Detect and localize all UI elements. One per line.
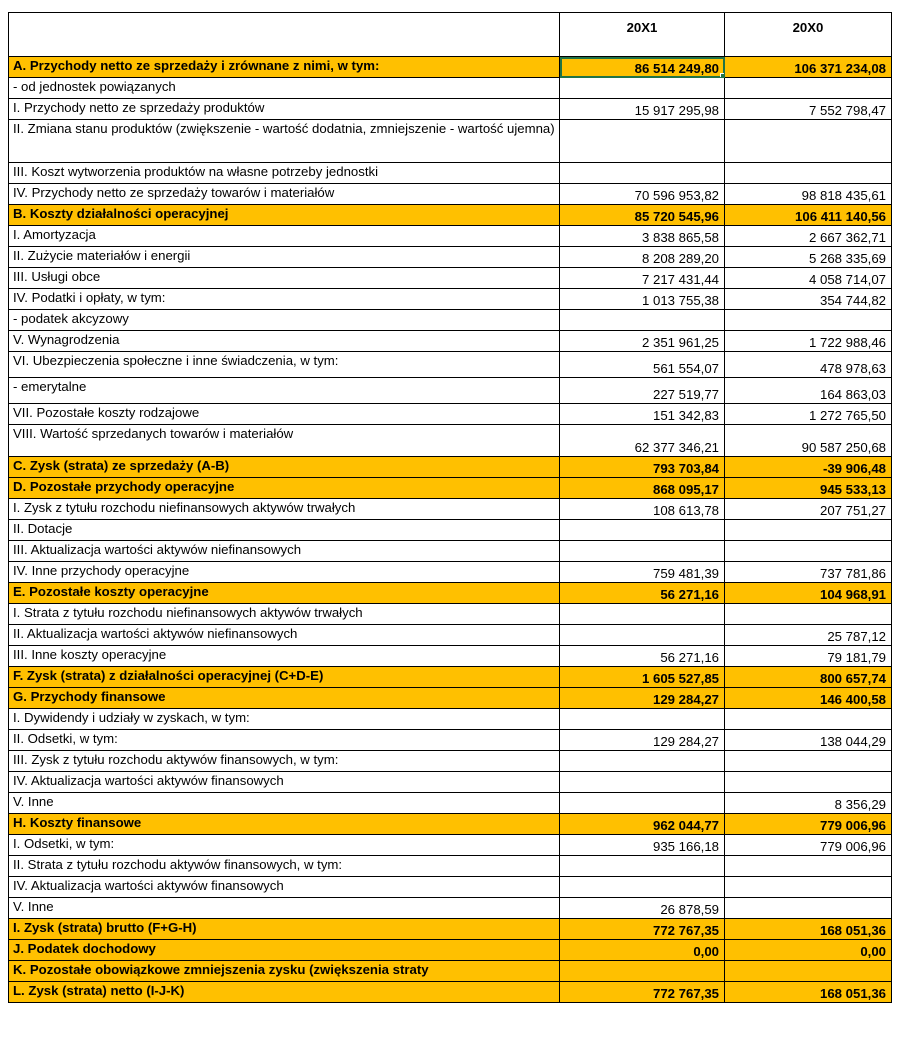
value-cell-20x0[interactable]: 2 667 362,71 xyxy=(725,226,892,247)
row-label-cell[interactable]: I. Amortyzacja xyxy=(9,226,560,247)
value-cell-20x1[interactable] xyxy=(560,625,725,646)
table-row xyxy=(9,268,892,289)
row-label-cell[interactable]: III. Zysk z tytułu rozchodu aktywów finansowych, w tym: xyxy=(9,751,560,772)
row-label-cell[interactable]: I. Zysk (strata) brutto (F+G-H) xyxy=(9,919,560,940)
table-row xyxy=(9,99,892,120)
value-cell-20x1[interactable] xyxy=(560,163,725,184)
table-row xyxy=(9,919,892,940)
value-cell-20x1[interactable]: 962 044,77 xyxy=(560,814,725,835)
header-label-cell[interactable] xyxy=(9,13,560,57)
row-label-cell[interactable]: K. Pozostałe obowiązkowe zmniejszenia zysku (zwiększenia straty xyxy=(9,961,560,982)
row-label-cell[interactable]: I. Dywidendy i udziały w zyskach, w tym: xyxy=(9,709,560,730)
value-cell-20x1[interactable] xyxy=(560,541,725,562)
row-label-cell[interactable]: IV. Podatki i opłaty, w tym: xyxy=(9,289,560,310)
row-label-cell[interactable]: IV. Inne przychody operacyjne xyxy=(9,562,560,583)
value-cell-20x0[interactable]: 90 587 250,68 xyxy=(725,425,892,457)
value-cell-20x0[interactable] xyxy=(725,310,892,331)
value-cell-20x1[interactable]: 85 720 545,96 xyxy=(560,205,725,226)
row-label-cell[interactable]: - emerytalne xyxy=(9,378,560,404)
table-row xyxy=(9,667,892,688)
value-cell-20x0[interactable]: 168 051,36 xyxy=(725,919,892,940)
income-statement-table xyxy=(8,12,892,1003)
value-cell-20x0[interactable] xyxy=(725,541,892,562)
value-cell-20x1[interactable] xyxy=(560,793,725,814)
value-cell-20x1[interactable]: 15 917 295,98 xyxy=(560,99,725,120)
value-cell-20x1[interactable]: 56 271,16 xyxy=(560,583,725,604)
value-cell-20x0[interactable]: 779 006,96 xyxy=(725,814,892,835)
value-cell-20x1[interactable]: 772 767,35 xyxy=(560,982,725,1003)
table-row xyxy=(9,793,892,814)
value-cell-20x1[interactable] xyxy=(560,310,725,331)
table-row xyxy=(9,562,892,583)
row-label-cell[interactable]: III. Inne koszty operacyjne xyxy=(9,646,560,667)
table-row xyxy=(9,940,892,961)
table-row xyxy=(9,226,892,247)
row-label-cell[interactable]: V. Inne xyxy=(9,898,560,919)
row-label-cell[interactable]: I. Zysk z tytułu rozchodu niefinansowych aktywów trwałych xyxy=(9,499,560,520)
value-cell-20x1[interactable] xyxy=(560,78,725,99)
value-cell-20x1[interactable]: 26 878,59 xyxy=(560,898,725,919)
value-cell-20x1[interactable]: 151 342,83 xyxy=(560,404,725,425)
row-label-cell[interactable]: E. Pozostałe koszty operacyjne xyxy=(9,583,560,604)
table-row xyxy=(9,982,892,1003)
table-row xyxy=(9,646,892,667)
table-row xyxy=(9,898,892,919)
table-row xyxy=(9,688,892,709)
table-row xyxy=(9,163,892,184)
value-cell-20x0[interactable]: 164 863,03 xyxy=(725,378,892,404)
row-label-cell[interactable]: III. Aktualizacja wartości aktywów niefinansowych xyxy=(9,541,560,562)
row-label-cell[interactable]: VII. Pozostałe koszty rodzajowe xyxy=(9,404,560,425)
value-cell-20x1[interactable] xyxy=(560,604,725,625)
value-cell-20x1[interactable]: 1 605 527,85 xyxy=(560,667,725,688)
row-label-cell[interactable]: H. Koszty finansowe xyxy=(9,814,560,835)
value-cell-20x0[interactable] xyxy=(725,772,892,793)
income-statement-body xyxy=(9,13,892,1003)
table-row xyxy=(9,78,892,99)
value-cell-20x1[interactable]: 868 095,17 xyxy=(560,478,725,499)
row-label-cell[interactable]: V. Wynagrodzenia xyxy=(9,331,560,352)
value-cell-20x1[interactable]: 759 481,39 xyxy=(560,562,725,583)
value-cell-20x0[interactable] xyxy=(725,961,892,982)
value-cell-20x0[interactable]: 106 411 140,56 xyxy=(725,205,892,226)
header-col-20x1[interactable]: 20X1 xyxy=(560,13,725,57)
row-label-cell[interactable]: II. Dotacje xyxy=(9,520,560,541)
table-row xyxy=(9,772,892,793)
value-cell-20x1[interactable]: 1 013 755,38 xyxy=(560,289,725,310)
value-cell-20x0[interactable]: 8 356,29 xyxy=(725,793,892,814)
value-cell-20x0[interactable]: 0,00 xyxy=(725,940,892,961)
table-row xyxy=(9,520,892,541)
row-label-cell[interactable]: II. Zmiana stanu produktów (zwiększenie - wartość dodatnia, zmniejszenie - wartość ujemna) xyxy=(9,120,560,163)
table-row xyxy=(9,814,892,835)
row-label-cell[interactable]: IV. Aktualizacja wartości aktywów finansowych xyxy=(9,877,560,898)
table-row xyxy=(9,289,892,310)
value-cell-20x1[interactable]: 227 519,77 xyxy=(560,378,725,404)
value-cell-20x1[interactable] xyxy=(560,709,725,730)
value-cell-20x0[interactable] xyxy=(725,163,892,184)
value-cell-20x1[interactable]: 561 554,07 xyxy=(560,352,725,378)
row-label-cell[interactable]: L. Zysk (strata) netto (I-J-K) xyxy=(9,982,560,1003)
value-cell-20x1[interactable]: 56 271,16 xyxy=(560,646,725,667)
header-col-20x0[interactable]: 20X0 xyxy=(725,13,892,57)
table-row xyxy=(9,751,892,772)
table-row xyxy=(9,541,892,562)
value-cell-20x1[interactable] xyxy=(560,772,725,793)
row-label-cell[interactable]: F. Zysk (strata) z działalności operacyjnej (C+D-E) xyxy=(9,667,560,688)
table-row xyxy=(9,57,892,78)
value-cell-20x0[interactable]: 478 978,63 xyxy=(725,352,892,378)
row-label-cell[interactable]: C. Zysk (strata) ze sprzedaży (A-B) xyxy=(9,457,560,478)
table-row xyxy=(9,205,892,226)
row-label-cell[interactable]: I. Strata z tytułu rozchodu niefinansowych aktywów trwałych xyxy=(9,604,560,625)
row-label-cell[interactable]: J. Podatek dochodowy xyxy=(9,940,560,961)
value-cell-20x0[interactable]: 25 787,12 xyxy=(725,625,892,646)
value-cell-20x0[interactable] xyxy=(725,856,892,877)
table-row xyxy=(9,352,892,378)
table-row xyxy=(9,604,892,625)
value-cell-20x0[interactable]: 779 006,96 xyxy=(725,835,892,856)
row-label-cell[interactable]: - podatek akcyzowy xyxy=(9,310,560,331)
table-row xyxy=(9,856,892,877)
value-cell-20x0[interactable]: -39 906,48 xyxy=(725,457,892,478)
value-cell-20x0[interactable]: 146 400,58 xyxy=(725,688,892,709)
value-cell-20x0[interactable] xyxy=(725,120,892,163)
row-label-cell[interactable]: G. Przychody finansowe xyxy=(9,688,560,709)
value-cell-20x0[interactable]: 79 181,79 xyxy=(725,646,892,667)
table-row xyxy=(9,425,892,457)
value-cell-20x1[interactable]: 3 838 865,58 xyxy=(560,226,725,247)
value-cell-20x0[interactable] xyxy=(725,604,892,625)
value-cell-20x0[interactable]: 1 272 765,50 xyxy=(725,404,892,425)
table-row xyxy=(9,625,892,646)
value-cell-20x1[interactable]: 129 284,27 xyxy=(560,730,725,751)
row-label-cell[interactable]: I. Przychody netto ze sprzedaży produktów xyxy=(9,99,560,120)
value-cell-20x1[interactable]: 86 514 249,80 xyxy=(560,57,725,78)
table-row xyxy=(9,120,892,163)
value-cell-20x0[interactable]: 106 371 234,08 xyxy=(725,57,892,78)
value-cell-20x0[interactable]: 737 781,86 xyxy=(725,562,892,583)
table-row xyxy=(9,184,892,205)
value-cell-20x1[interactable]: 793 703,84 xyxy=(560,457,725,478)
value-cell-20x1[interactable]: 8 208 289,20 xyxy=(560,247,725,268)
value-cell-20x1[interactable]: 7 217 431,44 xyxy=(560,268,725,289)
value-cell-20x0[interactable]: 98 818 435,61 xyxy=(725,184,892,205)
table-row xyxy=(9,730,892,751)
value-cell-20x0[interactable]: 354 744,82 xyxy=(725,289,892,310)
value-cell-20x0[interactable] xyxy=(725,520,892,541)
table-row xyxy=(9,583,892,604)
table-row xyxy=(9,499,892,520)
row-label-cell[interactable]: - od jednostek powiązanych xyxy=(9,78,560,99)
value-cell-20x1[interactable]: 62 377 346,21 xyxy=(560,425,725,457)
value-cell-20x0[interactable] xyxy=(725,751,892,772)
value-cell-20x0[interactable]: 1 722 988,46 xyxy=(725,331,892,352)
value-cell-20x0[interactable] xyxy=(725,877,892,898)
table-row xyxy=(9,404,892,425)
value-cell-20x0[interactable]: 207 751,27 xyxy=(725,499,892,520)
value-cell-20x1[interactable]: 70 596 953,82 xyxy=(560,184,725,205)
row-label-cell[interactable]: IV. Przychody netto ze sprzedaży towarów i materiałów xyxy=(9,184,560,205)
row-label-cell[interactable]: IV. Aktualizacja wartości aktywów finansowych xyxy=(9,772,560,793)
row-label-cell[interactable]: A. Przychody netto ze sprzedaży i zrównane z nimi, w tym: xyxy=(9,57,560,78)
value-cell-20x1[interactable] xyxy=(560,751,725,772)
value-cell-20x0[interactable]: 168 051,36 xyxy=(725,982,892,1003)
row-label-cell[interactable]: D. Pozostałe przychody operacyjne xyxy=(9,478,560,499)
row-label-cell[interactable]: III. Usługi obce xyxy=(9,268,560,289)
row-label-cell[interactable]: III. Koszt wytworzenia produktów na własne potrzeby jednostki xyxy=(9,163,560,184)
value-cell-20x1[interactable]: 2 351 961,25 xyxy=(560,331,725,352)
table-row xyxy=(9,835,892,856)
value-cell-20x1[interactable] xyxy=(560,877,725,898)
value-cell-20x1[interactable]: 129 284,27 xyxy=(560,688,725,709)
value-cell-20x1[interactable] xyxy=(560,856,725,877)
value-cell-20x0[interactable]: 800 657,74 xyxy=(725,667,892,688)
value-cell-20x1[interactable]: 935 166,18 xyxy=(560,835,725,856)
row-label-cell[interactable]: I. Odsetki, w tym: xyxy=(9,835,560,856)
table-row xyxy=(9,331,892,352)
value-cell-20x1[interactable]: 772 767,35 xyxy=(560,919,725,940)
row-label-cell[interactable]: II. Strata z tytułu rozchodu aktywów finansowych, w tym: xyxy=(9,856,560,877)
row-label-cell[interactable]: II. Odsetki, w tym: xyxy=(9,730,560,751)
value-cell-20x0[interactable] xyxy=(725,78,892,99)
value-cell-20x1[interactable]: 108 613,78 xyxy=(560,499,725,520)
value-cell-20x1[interactable]: 0,00 xyxy=(560,940,725,961)
row-label-cell[interactable]: VI. Ubezpieczenia społeczne i inne świadczenia, w tym: xyxy=(9,352,560,378)
table-row xyxy=(9,247,892,268)
table-row xyxy=(9,709,892,730)
row-label-cell[interactable]: VIII. Wartość sprzedanych towarów i materiałów xyxy=(9,425,560,457)
value-cell-20x0[interactable]: 104 968,91 xyxy=(725,583,892,604)
table-row xyxy=(9,478,892,499)
value-cell-20x1[interactable] xyxy=(560,520,725,541)
value-cell-20x0[interactable]: 945 533,13 xyxy=(725,478,892,499)
row-label-cell[interactable]: II. Aktualizacja wartości aktywów niefinansowych xyxy=(9,625,560,646)
value-cell-20x1[interactable] xyxy=(560,120,725,163)
value-cell-20x0[interactable] xyxy=(725,898,892,919)
value-cell-20x1[interactable] xyxy=(560,961,725,982)
header-row xyxy=(9,13,892,57)
value-cell-20x0[interactable]: 4 058 714,07 xyxy=(725,268,892,289)
value-cell-20x0[interactable]: 5 268 335,69 xyxy=(725,247,892,268)
table-row xyxy=(9,877,892,898)
value-cell-20x0[interactable]: 138 044,29 xyxy=(725,730,892,751)
value-cell-20x0[interactable] xyxy=(725,709,892,730)
table-row xyxy=(9,457,892,478)
table-row xyxy=(9,378,892,404)
value-cell-20x0[interactable]: 7 552 798,47 xyxy=(725,99,892,120)
row-label-cell[interactable]: V. Inne xyxy=(9,793,560,814)
table-row xyxy=(9,310,892,331)
row-label-cell[interactable]: B. Koszty działalności operacyjnej xyxy=(9,205,560,226)
row-label-cell[interactable]: II. Zużycie materiałów i energii xyxy=(9,247,560,268)
table-row xyxy=(9,961,892,982)
